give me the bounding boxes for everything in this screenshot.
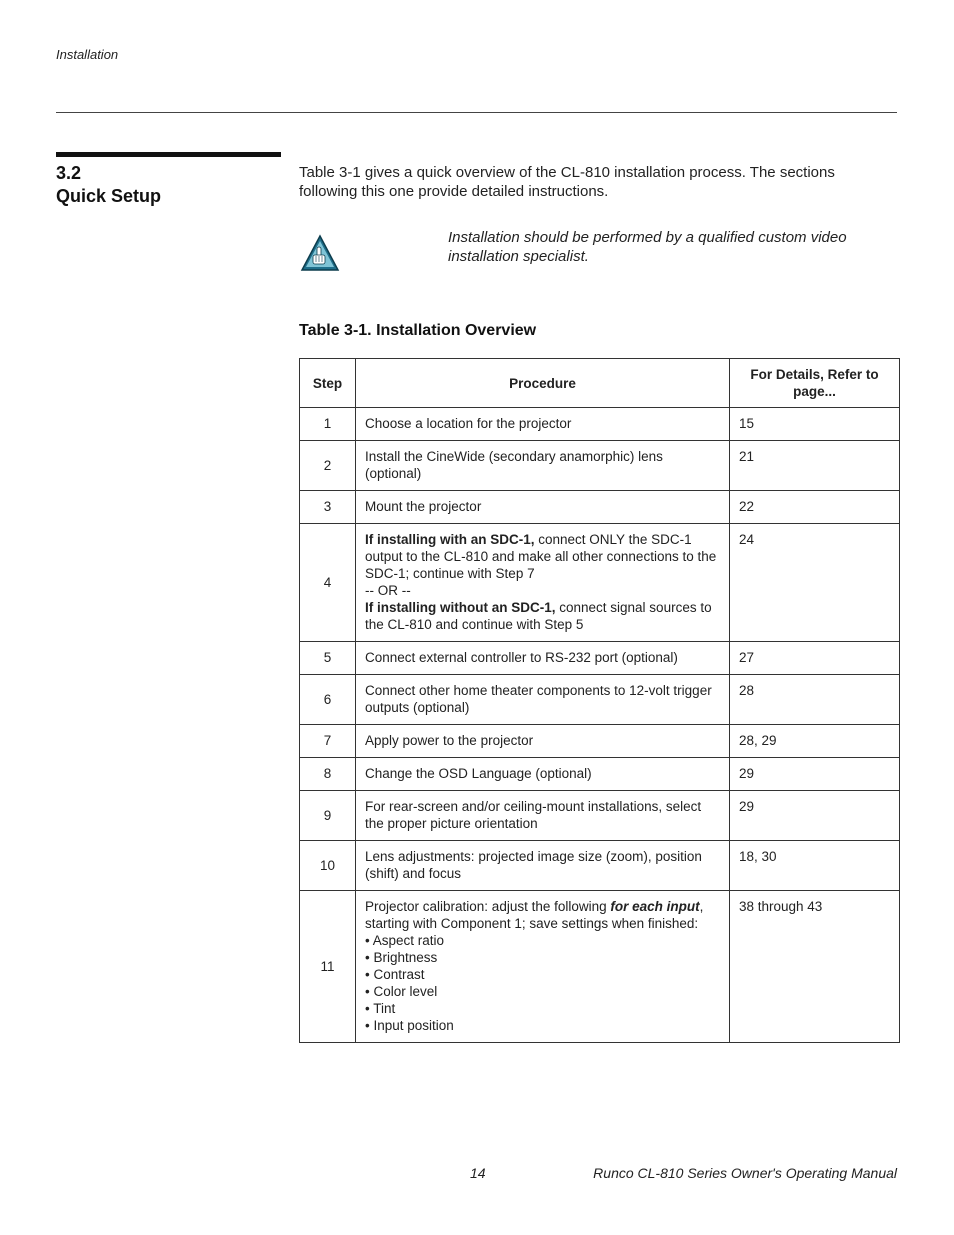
list-item: • Brightness	[365, 949, 721, 966]
step-number: 10	[300, 841, 356, 891]
step-number: 5	[300, 642, 356, 675]
procedure-cell: Choose a location for the projector	[356, 408, 730, 441]
step-number: 8	[300, 758, 356, 791]
calibration-intro-end: , starting with Component 1; save settings when finished:	[365, 899, 704, 931]
page-reference: 21	[730, 441, 900, 491]
list-item: • Contrast	[365, 966, 721, 983]
installation-overview-table	[299, 358, 900, 1043]
table-row	[300, 408, 900, 441]
table-row	[300, 725, 900, 758]
section-heading	[56, 162, 281, 208]
step-number: 6	[300, 675, 356, 725]
or-separator: -- OR --	[365, 583, 411, 598]
page-reference: 18, 30	[730, 841, 900, 891]
page-reference: 27	[730, 642, 900, 675]
table-row	[300, 441, 900, 491]
table-row	[300, 841, 900, 891]
page-reference: 24	[730, 524, 900, 642]
sdc-with-text: connect ONLY the SDC-1 output to the CL-810 and make all other connections to the SDC-1; continue with Step 7	[365, 532, 717, 581]
table-row	[300, 891, 900, 1043]
calibration-intro: Projector calibration: adjust the following	[365, 899, 611, 914]
procedure-cell: Connect external controller to RS-232 port (optional)	[356, 642, 730, 675]
list-item: • Input position	[365, 1017, 721, 1034]
table-title: Table 3-1. Installation Overview	[299, 322, 537, 339]
table-header-row	[300, 359, 900, 408]
page-reference: 28, 29	[730, 725, 900, 758]
section-number: 3.2	[56, 163, 82, 183]
procedure-cell: Connect other home theater components to 12-volt trigger outputs (optional)	[356, 675, 730, 725]
step-number: 2	[300, 441, 356, 491]
column-header-details: For Details, Refer to page...	[730, 359, 900, 408]
procedure-cell: Lens adjustments: projected image size (zoom), position (shift) and focus	[356, 841, 730, 891]
page-reference: 38 through 43	[730, 891, 900, 1043]
list-item: • Aspect ratio	[365, 932, 721, 949]
step-number: 1	[300, 408, 356, 441]
calibration-list	[365, 932, 721, 1034]
procedure-cell: Mount the projector	[356, 491, 730, 524]
table-row	[300, 758, 900, 791]
table-row	[300, 791, 900, 841]
note-text: Installation should be performed by a qualified custom video installation specialist.	[448, 229, 847, 265]
procedure-cell	[356, 891, 730, 1043]
step-number: 11	[300, 891, 356, 1043]
column-header-procedure: Procedure	[356, 359, 730, 408]
page-reference: 22	[730, 491, 900, 524]
running-header: Installation	[56, 47, 119, 62]
procedure-cell: Change the OSD Language (optional)	[356, 758, 730, 791]
table-row	[300, 675, 900, 725]
page-reference: 15	[730, 408, 900, 441]
procedure-cell: Apply power to the projector	[356, 725, 730, 758]
sdc-without-heading: If installing without an SDC-1,	[365, 600, 556, 615]
page-reference: 28	[730, 675, 900, 725]
section-heading-bar	[56, 152, 281, 157]
header-divider	[56, 112, 897, 113]
manual-title: Runco CL-810 Series Owner's Operating Manual	[593, 1165, 897, 1181]
procedure-cell: For rear-screen and/or ceiling-mount installations, select the proper picture orientation	[356, 791, 730, 841]
sdc-with-heading: If installing with an SDC-1,	[365, 532, 535, 547]
calibration-emphasis: for each input	[610, 899, 700, 914]
list-item: • Tint	[365, 1000, 721, 1017]
intro-paragraph: Table 3-1 gives a quick overview of the CL-810 installation process. The sections following this one provide detailed instructions.	[299, 164, 835, 200]
step-number: 3	[300, 491, 356, 524]
procedure-cell	[356, 524, 730, 642]
pointing-hand-note-icon	[300, 234, 340, 272]
page-reference: 29	[730, 758, 900, 791]
page-number: 14	[470, 1165, 486, 1181]
table-row	[300, 642, 900, 675]
list-item: • Color level	[365, 983, 721, 1000]
procedure-cell: Install the CineWide (secondary anamorphic) lens (optional)	[356, 441, 730, 491]
page-reference: 29	[730, 791, 900, 841]
step-number: 9	[300, 791, 356, 841]
step-number: 7	[300, 725, 356, 758]
sdc-without-text: connect signal sources to the CL-810 and continue with Step 5	[365, 600, 712, 632]
step-number: 4	[300, 524, 356, 642]
section-title: Quick Setup	[56, 186, 162, 206]
table-row	[300, 524, 900, 642]
column-header-step: Step	[300, 359, 356, 408]
table-row	[300, 491, 900, 524]
